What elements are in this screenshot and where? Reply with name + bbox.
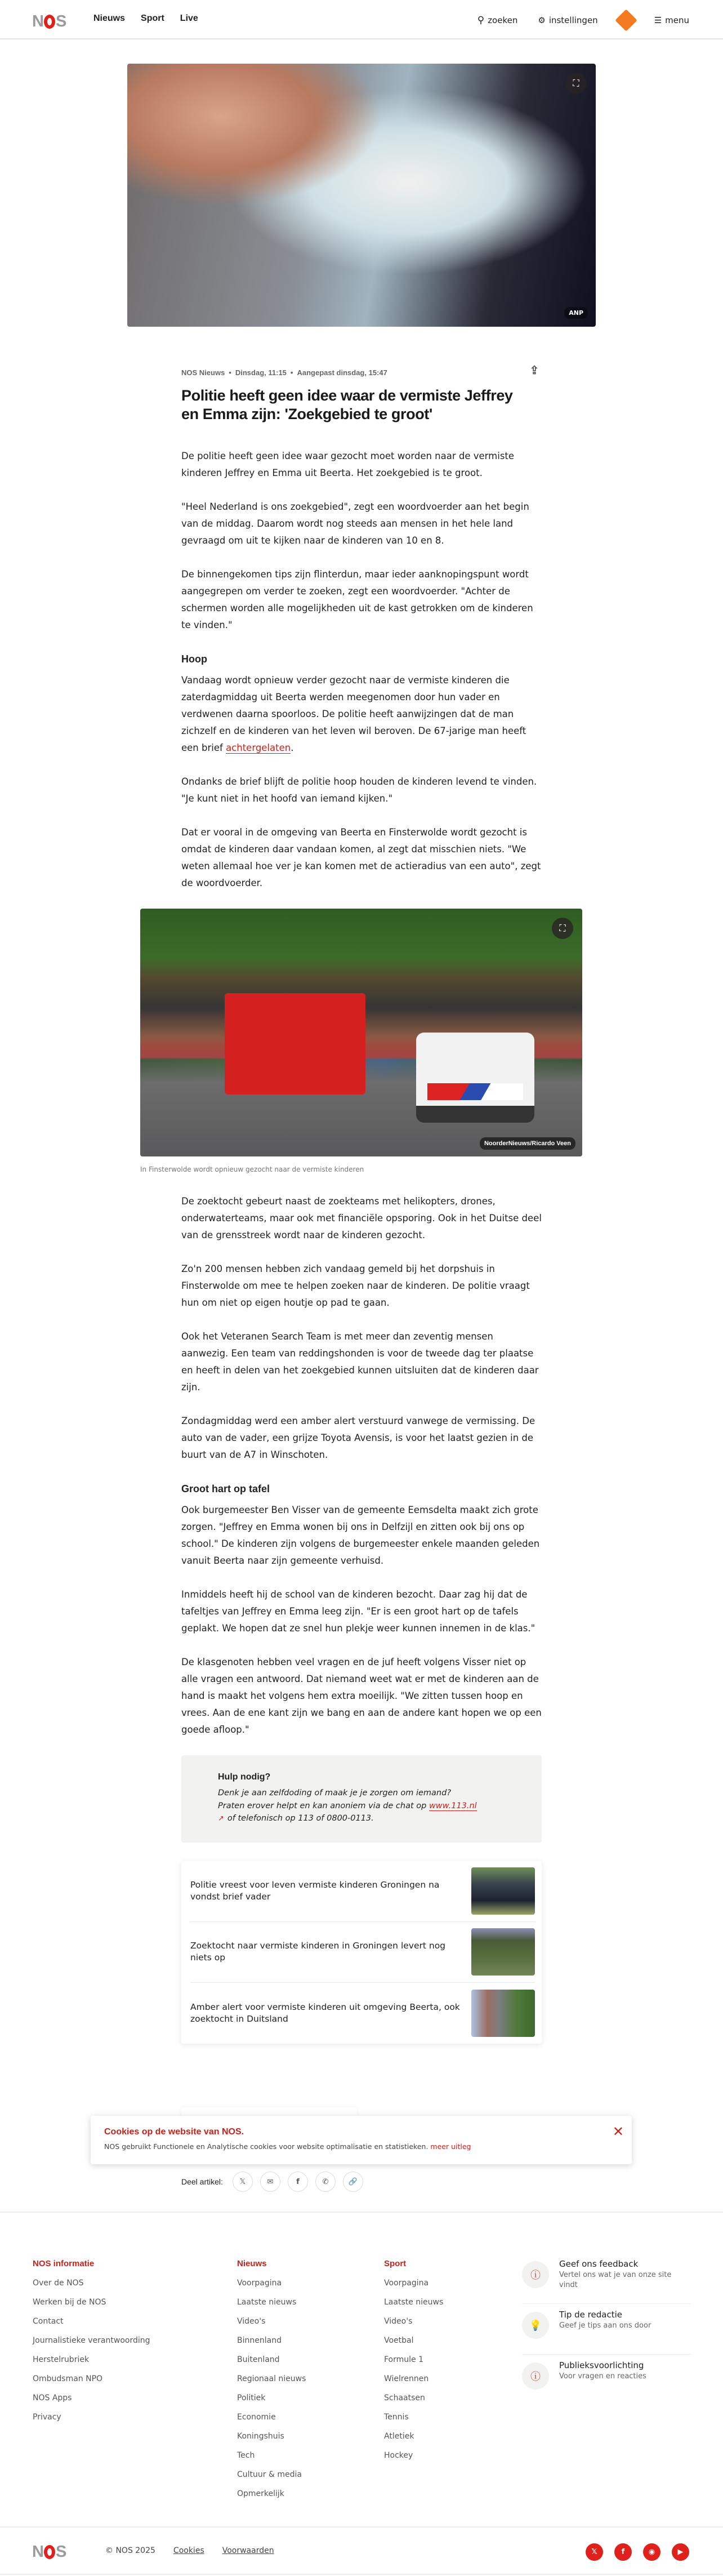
nos-logo[interactable]: N S: [32, 2543, 66, 2561]
footer-link[interactable]: Laatste nieuws: [237, 2298, 297, 2307]
share-label: Deel artikel:: [181, 2177, 223, 2186]
footer-link[interactable]: Cultuur & media: [237, 2470, 302, 2479]
footer-link[interactable]: Journalistieke verantwoording: [33, 2336, 150, 2345]
footer-heading: Sport: [384, 2259, 407, 2268]
footer-link[interactable]: Video's: [384, 2317, 413, 2326]
expand-icon[interactable]: ⛶: [565, 73, 587, 94]
footer-link[interactable]: Binnenland: [237, 2336, 282, 2345]
footer-link[interactable]: Schaatsen: [384, 2393, 425, 2403]
share-whatsapp-button[interactable]: [315, 2172, 336, 2192]
help-line: Praten erover helpt en kan anoniem via de chat op: [218, 1801, 429, 1810]
footer-link[interactable]: Buitenland: [237, 2355, 280, 2364]
help-text: [218, 1787, 519, 1826]
image-credit: ANP: [564, 307, 588, 319]
settings-label: instellingen: [548, 15, 598, 25]
related-item[interactable]: [190, 1861, 535, 1922]
instagram-icon[interactable]: ◉: [643, 2543, 660, 2561]
article-title: Politie heeft geen idee waar de vermiste Jeffrey en Emma zijn: 'Zoekgebied te groot': [181, 387, 513, 422]
bottom-bar: [0, 2526, 723, 2575]
settings-button[interactable]: [538, 15, 597, 25]
share-bar: [181, 2172, 363, 2192]
share-x-button[interactable]: [233, 2172, 253, 2192]
paragraph: Zondagmiddag werd een amber alert verstuurd vanwege de vermissing. De auto van de vader, een grijze Toyota Avensis, is voor het laatst gezien in de buurt van de A7 in Winschoten.: [181, 1416, 535, 1460]
footer-col-news: [237, 2258, 306, 2507]
mail-icon: ✉: [267, 2177, 274, 2186]
contact-title: Publieksvoorlichting: [559, 2360, 644, 2370]
article-body: [140, 448, 571, 1738]
footer-link[interactable]: Werken bij de NOS: [33, 2298, 106, 2307]
cookie-body: NOS gebruikt Functionele en Analytische cookies voor website optimalisatie en statistieken.: [104, 2142, 431, 2151]
search-label: zoeken: [488, 15, 518, 25]
paragraph: "Heel Nederland is ons zoekgebied", zegt een woordvoerder aan het begin van de middag. Daarom wordt nog steeds aan mensen in het hele land gevraagd om uit te kijken naar de kinderen van 10 en 8.: [181, 501, 529, 546]
footer-link[interactable]: Video's: [237, 2317, 266, 2326]
help-line: of telefonisch op 113 of 0800-0113.: [227, 1814, 374, 1823]
nav-live[interactable]: Live: [180, 14, 198, 23]
related-thumbnail: [471, 1990, 535, 2037]
updated-time: Aangepast dinsdag, 15:47: [297, 368, 387, 377]
paragraph-text: .: [291, 742, 294, 753]
hero-image: [127, 64, 596, 327]
contact-sub: Geef je tips aan ons door: [559, 2321, 651, 2330]
footer-col-sport: [384, 2258, 443, 2468]
related-item[interactable]: [190, 1922, 535, 1983]
article-source: NOS Nieuws: [181, 368, 225, 377]
footer-link[interactable]: Voorpagina: [237, 2279, 282, 2288]
article-image: [140, 909, 582, 1156]
feedback-icon: ⓘ: [522, 2261, 549, 2288]
info-icon: ⓘ: [522, 2363, 549, 2390]
image-caption: In Finsterwolde wordt opnieuw gezocht naar de vermiste kinderen: [140, 1165, 364, 1173]
x-icon[interactable]: 𝕏: [586, 2543, 603, 2561]
feedback-link[interactable]: [522, 2258, 691, 2304]
police-car-shape: [416, 1033, 534, 1123]
contact-sub: Vertel ons wat je van onze site vindt: [559, 2271, 672, 2289]
footer-link[interactable]: Opmerkelijk: [237, 2489, 284, 2498]
site-header: [0, 0, 723, 39]
main-nav: [93, 14, 198, 24]
achtergelaten-link[interactable]: achtergelaten: [226, 742, 291, 753]
x-icon: 𝕏: [239, 2177, 246, 2186]
footer-link[interactable]: Voetbal: [384, 2336, 414, 2345]
close-icon[interactable]: ✕: [612, 2124, 624, 2139]
facebook-icon[interactable]: f: [614, 2543, 632, 2561]
npo-start-icon[interactable]: [615, 9, 637, 32]
footer-heading: NOS informatie: [33, 2259, 95, 2268]
publish-time: Dinsdag, 11:15: [235, 368, 287, 377]
cookie-title: Cookies op de website van NOS.: [104, 2127, 244, 2137]
facebook-icon: f: [296, 2177, 300, 2186]
expand-icon[interactable]: ⛶: [552, 918, 573, 939]
footer-link[interactable]: Economie: [237, 2413, 276, 2422]
paragraph: Ondanks de brief blijft de politie hoop houden de kinderen levend te vinden. "Je kunt niet in het hoofd van iemand kijken.": [181, 776, 537, 804]
info-link[interactable]: [522, 2359, 691, 2405]
help-box: [181, 1755, 542, 1843]
paragraph-text: Vandaag wordt opnieuw verder gezocht naar de vermiste kinderen die zaterdagmiddag uit Beerta werden meegenomen door hun vader en verdwenen daarna spoorloos. De politie heeft aanwijzingen dat de man zichzelf en de kinderen van het leven wil beroven. De 67-jarige man heeft een brief: [181, 675, 526, 753]
contact-sub: Voor vragen en reacties: [559, 2372, 646, 2381]
article-meta: NOS Nieuws • Dinsdag, 11:15 • Aangepast dinsdag, 15:47 ⇪: [181, 367, 542, 379]
footer-link[interactable]: Contact: [33, 2317, 64, 2326]
footer-link[interactable]: Regionaal nieuws: [237, 2374, 306, 2383]
subheading: Groot hart op tafel: [181, 1483, 270, 1494]
related-item[interactable]: [190, 1983, 535, 2044]
paragraph: Ook het Veteranen Search Team is met meer dan zeventig mensen aanwezig. Een team van reddingshonden is voor de tweede dag ter plaatse en heeft in delen van het zoekgebied kunnen uitsluiten dat de kinderen daar zijn.: [181, 1331, 539, 1392]
paragraph: De binnengekomen tips zijn flinterdun, maar ieder aanknopingspunt wordt aangegrepen om verder te zoeken, zegt een woordvoerder. "Achter de schermen worden alle mogelijkheden uit de kast getrokken om de kinderen te vinden.": [181, 569, 533, 630]
share-icon[interactable]: ⇪: [529, 364, 539, 377]
nos-logo[interactable]: N S: [32, 12, 66, 30]
footer-link[interactable]: Formule 1: [384, 2355, 423, 2364]
gear-icon: ⚙: [538, 15, 546, 25]
copyright: © NOS 2025: [105, 2546, 155, 2555]
article: [140, 364, 571, 2044]
nav-nieuws[interactable]: Nieuws: [93, 14, 126, 23]
cookie-more-link[interactable]: meer uitleg: [430, 2142, 471, 2151]
paragraph: Zo'n 200 mensen hebben zich vandaag gemeld bij het dorpshuis in Finsterwolde om mee te helpen zoeken naar de kinderen. De politie vraagt hun om niet op eigen houtje op pad te gaan.: [181, 1263, 530, 1308]
share-facebook-button[interactable]: [288, 2172, 308, 2192]
external-link-icon: ↗: [218, 1814, 224, 1823]
whatsapp-icon: ✆: [322, 2177, 329, 2186]
paragraph: Dat er vooral in de omgeving van Beerta en Finsterwolde wordt gezocht is omdat de kinderen daar vandaan komen, al zegt dat misschien niets. "We weten allemaal hoe ver je kan komen met de actieradius van een auto", zegt de woordvoerder.: [181, 827, 541, 888]
footer-link[interactable]: Koningshuis: [237, 2432, 284, 2441]
related-title: Amber alert voor vermiste kinderen uit omgeving Beerta, ook zoektocht in Duitsland: [190, 2001, 460, 2024]
terms-link[interactable]: Voorwaarden: [222, 2546, 274, 2555]
footer-link[interactable]: Herstelrubriek: [33, 2355, 90, 2364]
footer-link[interactable]: Ombudsman NPO: [33, 2374, 103, 2383]
paragraph: De klasgenoten hebben veel vragen en de juf heeft volgens Visser niet op alle vragen een antwoord. Dat niemand weet wat er met de kinderen aan de hand is maakt het volgens hem extra moeilijk. "We zitten tussen hoop en vrees. Aan de ene kant zijn we bang en aan de andere kant hopen we op een goede afloop.": [181, 1657, 542, 1735]
footer-link[interactable]: Politiek: [237, 2393, 266, 2403]
footer-link[interactable]: Over de NOS: [33, 2279, 84, 2288]
contact-title: Tip de redactie: [559, 2310, 622, 2320]
image-credit: NoorderNieuws/Ricardo Veen: [480, 1137, 575, 1150]
related-title: Politie vreest voor leven vermiste kinderen Groningen na vondst brief vader: [190, 1880, 440, 1902]
113-link[interactable]: www.113.nl: [429, 1801, 477, 1810]
cookies-link[interactable]: Cookies: [173, 2546, 204, 2555]
footer-link[interactable]: Voorpagina: [384, 2279, 429, 2288]
footer-contact: [522, 2258, 691, 2410]
footer-link[interactable]: NOS Apps: [33, 2393, 72, 2403]
copy-link-button[interactable]: [343, 2172, 363, 2192]
hamburger-icon: ☰: [654, 15, 662, 25]
footer-link[interactable]: Atletiek: [384, 2432, 414, 2441]
related-thumbnail: [471, 1867, 535, 1915]
contact-title: Geef ons feedback: [559, 2259, 639, 2269]
related-articles: [181, 1861, 542, 2044]
search-button[interactable]: [477, 15, 518, 26]
search-icon: ⚲: [477, 15, 485, 26]
footer-link[interactable]: Privacy: [33, 2413, 61, 2422]
site-footer: [0, 2212, 723, 2498]
paragraph: Inmiddels heeft hij de school van de kinderen bezocht. Daar zag hij dat de tafeltjes van Jeffrey en Emma leeg zijn. "Er is een groot hart op de tafels geplakt. We hopen dat ze snel hun plekje weer kunnen innemen in de klas.": [181, 1589, 535, 1634]
related-title: Zoektocht naar vermiste kinderen in Groningen levert nog niets op: [190, 1941, 446, 1963]
nav-sport[interactable]: Sport: [141, 14, 164, 23]
paragraph: De zoektocht gebeurt naast de zoekteams met helikopters, drones, onderwaterteams, maar ook met financiële opsporing. Ook in het Duitse deel van de grensstreek wordt naar de kinderen gezocht.: [181, 1196, 542, 1240]
related-thumbnail: [471, 1928, 535, 1976]
footer-link[interactable]: Hockey: [384, 2451, 413, 2460]
footer-link[interactable]: Tennis: [384, 2413, 409, 2422]
link-icon: 🔗: [348, 2177, 358, 2186]
cookie-banner: [91, 2116, 632, 2164]
footer-link[interactable]: Wielrennen: [384, 2374, 429, 2383]
menu-label: menu: [665, 15, 689, 25]
youtube-icon[interactable]: ▶: [672, 2543, 689, 2561]
lightbulb-icon: 💡: [522, 2312, 549, 2339]
footer-heading: Nieuws: [237, 2259, 267, 2268]
footer-col-info: [33, 2258, 150, 2430]
tip-link[interactable]: [522, 2308, 691, 2355]
paragraph: De politie heeft geen idee waar gezocht moet worden naar de vermiste kinderen Jeffrey en Emma uit Beerta. Het zoekgebied is te groot.: [181, 451, 515, 478]
menu-button[interactable]: [654, 15, 689, 25]
article-figure: [140, 909, 582, 1175]
help-line: Denk je aan zelfdoding of maak je je zorgen om iemand?: [218, 1788, 452, 1798]
footer-link[interactable]: Tech: [237, 2451, 255, 2460]
paragraph: Ook burgemeester Ben Visser van de gemeente Eemsdelta maakt zich grote zorgen. "Jeffrey en Emma wonen bij ons in Delfzijl en zitten ook bij ons op school." De kinderen zijn volgens de burgemeester enkele maanden geleden vanuit Beerta naar zijn gemeente verhuisd.: [181, 1505, 540, 1566]
fire-truck-shape: [225, 993, 365, 1095]
paragraph: [181, 672, 542, 757]
share-email-button[interactable]: [260, 2172, 280, 2192]
footer-link[interactable]: Laatste nieuws: [384, 2298, 444, 2307]
subheading: Hoop: [181, 653, 207, 665]
help-title: Hulp nodig?: [218, 1772, 271, 1782]
cookie-text: [104, 2142, 618, 2151]
